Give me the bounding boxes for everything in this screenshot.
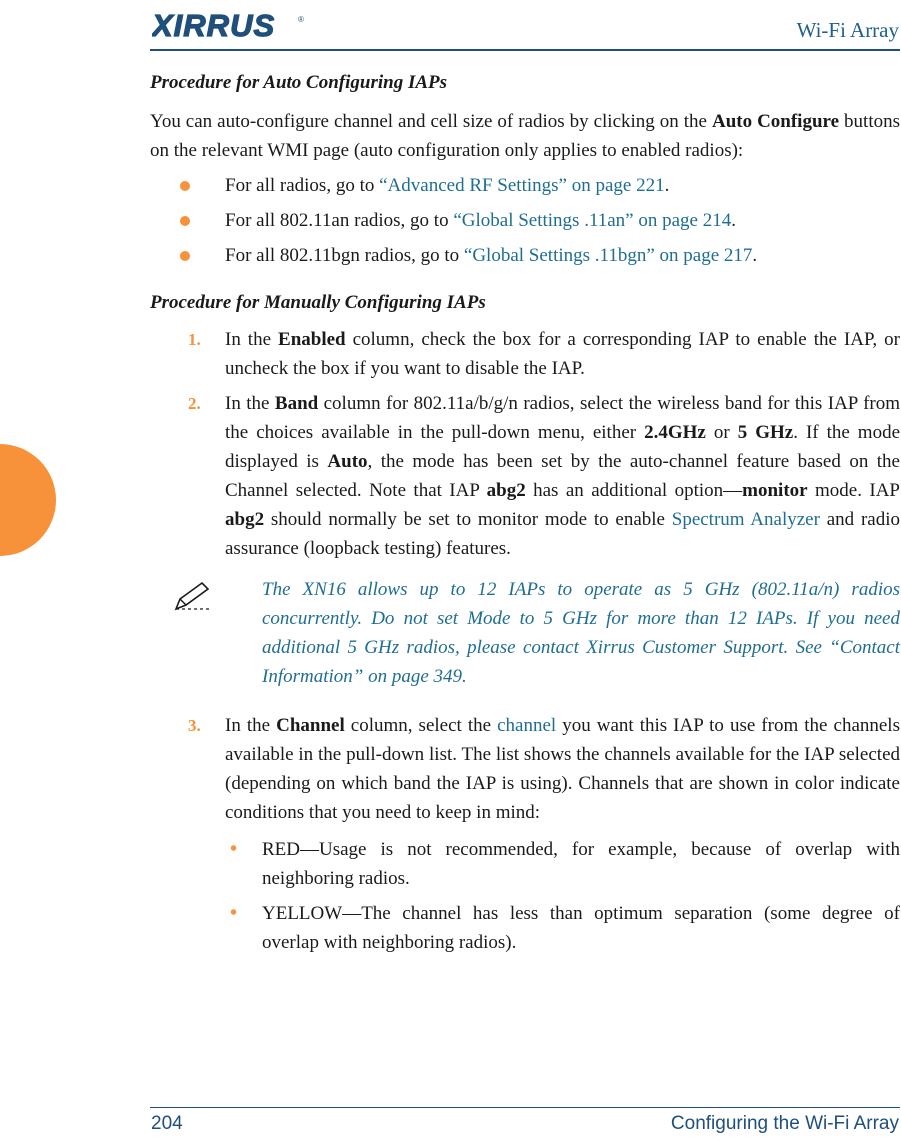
- link-global-settings-11an[interactable]: “Global Settings .11an” on page 214: [453, 210, 732, 231]
- auto-intro: You can auto-configure channel and cell size of radios by clicking on the Auto Configure buttons on the relevant WMI page (auto configuration only applies to enabled radios):: [150, 111, 900, 161]
- list-item: For all 802.11bgn radios, go to “Global Settings .11bgn” on page 217.: [150, 241, 900, 270]
- bullet-icon: [180, 216, 190, 226]
- link-spectrum-analyzer[interactable]: Spectrum Analyzer: [671, 509, 820, 530]
- auto-heading: Procedure for Auto Configuring IAPs: [150, 72, 448, 93]
- manual-steps: [150, 325, 900, 563]
- note-block: [150, 575, 900, 691]
- link-global-settings-11bgn[interactable]: “Global Settings .11bgn” on page 217: [463, 245, 753, 266]
- step-3: 3. In the Channel column, select the channel you want this IAP to use from the channels available in the pull-down list. The list shows the channels available for the IAP selected (depending on which band the IAP is using). Channels that are shown in color indicate conditions that you need to keep in mind:: [150, 711, 900, 827]
- list-item: • YELLOW—The channel has less than optimum separation (some degree of overlap with neighboring radios).: [150, 899, 900, 957]
- link-advanced-rf-settings[interactable]: “Advanced RF Settings” on page 221: [379, 175, 665, 196]
- page-number: 204: [151, 1113, 183, 1134]
- link-channel[interactable]: channel: [497, 715, 557, 736]
- header-title: Wi-Fi Array: [796, 18, 899, 42]
- note-pen-icon: [172, 579, 216, 613]
- manual-heading: Procedure for Manually Configuring IAPs: [150, 292, 486, 313]
- header-rule: [150, 49, 900, 51]
- bullet-icon: [180, 251, 190, 261]
- bullet-icon: [180, 181, 190, 191]
- svg-text:®: ®: [298, 15, 304, 24]
- chapter-tab: [0, 444, 56, 556]
- channel-color-list: [150, 835, 900, 957]
- xirrus-logo: [152, 8, 304, 42]
- note-text: The XN16 allows up to 12 IAPs to operate as 5 GHz (802.11a/n) radios concurrently. Do not set Mode to 5 GHz for more than 12 IAPs. If you need additional 5 GHz radios, please contact Xirrus Customer Support. See “Contact Information” on page 349.: [262, 579, 900, 687]
- page-content: [150, 64, 900, 957]
- manual-steps-cont: [150, 711, 900, 827]
- step-number: 3.: [188, 716, 201, 735]
- step-2: 2. In the Band column for 802.11a/b/g/n radios, select the wireless band for this IAP from the choices available in the pull-down menu, either 2.4GHz or 5 GHz. If the mode displayed is Auto, the mode has been set by the auto-channel feature based on the Channel selected. Note that IAP abg2 has an additional option—monitor mode. IAP abg2 should normally be set to monitor mode to enable Spectrum Analyzer and radio assurance (loopback testing) features.: [150, 389, 900, 563]
- list-item: For all radios, go to “Advanced RF Settings” on page 221.: [150, 171, 900, 200]
- step-number: 2.: [188, 394, 201, 413]
- list-item: • RED—Usage is not recommended, for example, because of overlap with neighboring radios.: [150, 835, 900, 893]
- auto-bullet-list: [150, 171, 900, 270]
- footer-rule: [150, 1107, 900, 1108]
- svg-text:XIRRUS: XIRRUS: [152, 8, 276, 42]
- step-number: 1.: [188, 330, 201, 349]
- bullet-icon: •: [230, 838, 238, 860]
- step-1: 1. In the Enabled column, check the box for a corresponding IAP to enable the IAP, or uncheck the box if you want to disable the IAP.: [150, 325, 900, 383]
- footer-section-title: Configuring the Wi-Fi Array: [670, 1113, 899, 1134]
- bullet-icon: •: [230, 902, 238, 924]
- list-item: For all 802.11an radios, go to “Global Settings .11an” on page 214.: [150, 206, 900, 235]
